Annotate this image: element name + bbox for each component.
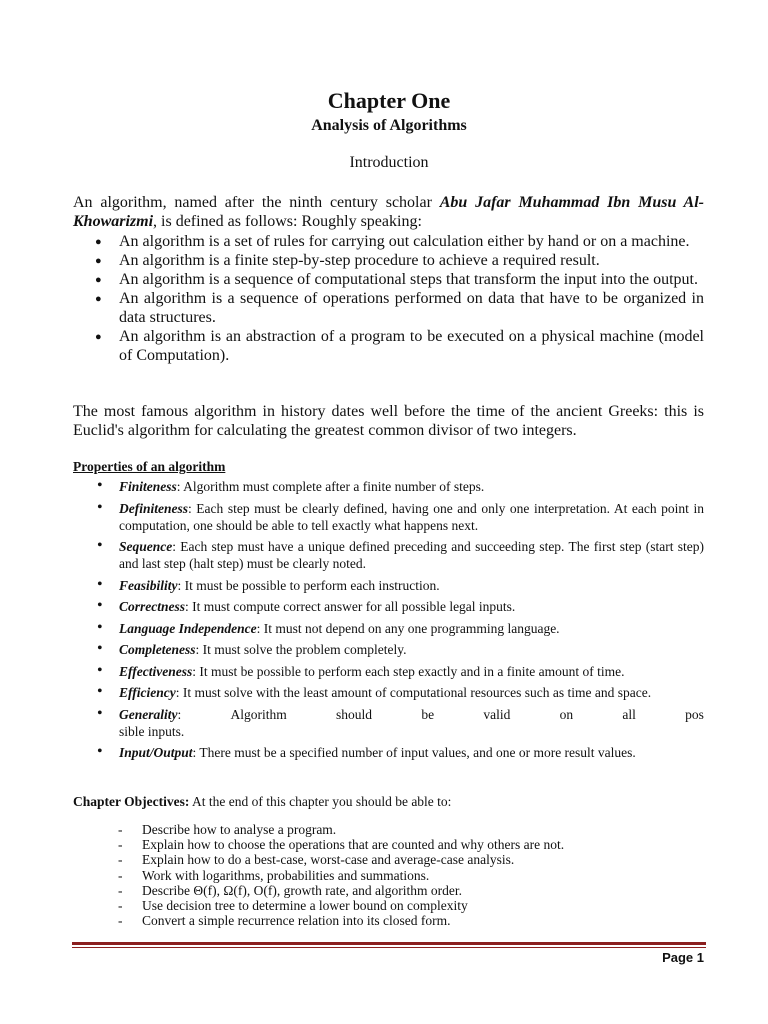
definition-text: An algorithm is a sequence of operations performed on data that have to be organized in data structures.	[119, 290, 704, 326]
chapter-title: Chapter One	[327, 88, 451, 113]
objectives-list	[118, 822, 564, 928]
generality-word: Algorithm	[230, 706, 287, 722]
property-item	[73, 620, 704, 637]
property-text: : It must solve the problem completely.	[195, 642, 407, 657]
property-item	[73, 684, 704, 701]
generality-word: pos	[685, 706, 704, 722]
intro-text-before: An algorithm, named after the ninth century scholar	[73, 194, 440, 211]
generality-word: on	[559, 706, 574, 722]
property-item	[73, 663, 704, 680]
generality-word: be	[421, 706, 435, 722]
list-item	[118, 868, 564, 883]
generality-word: valid	[483, 706, 511, 722]
bullet-icon: •	[97, 661, 103, 679]
property-item	[73, 500, 704, 534]
property-item-generality	[73, 706, 704, 740]
introduction-heading: Introduction	[349, 154, 429, 171]
footer-rule	[72, 942, 706, 945]
list-item	[73, 289, 704, 327]
property-term: Input/Output	[119, 745, 193, 760]
property-term: Sequence	[119, 539, 173, 554]
bullet-icon: •	[97, 683, 103, 700]
property-term: Correctness	[119, 599, 186, 614]
property-term: Completeness	[119, 642, 196, 657]
property-text: : It must not depend on any one programming language.	[256, 620, 560, 636]
property-term: Effectiveness	[119, 663, 193, 679]
properties-heading: Properties of an algorithm	[73, 459, 226, 474]
objective-text: Work with logarithms, probabilities and summations.	[142, 867, 430, 883]
property-item	[73, 598, 704, 615]
objective-text: Describe Θ(f), Ω(f), O(f), growth rate, and algorithm order.	[142, 882, 463, 898]
dash-icon: -	[118, 837, 123, 853]
property-text: : It must solve with the least amount of computational resources such as time and space.	[175, 685, 652, 700]
property-term: Feasibility	[119, 577, 178, 593]
generality-first-line	[119, 706, 704, 723]
generality-word: :	[177, 706, 182, 722]
list-item	[73, 232, 704, 251]
property-text: : It must be possible to perform each step exactly and in a finite amount of time.	[192, 663, 625, 679]
generality-second-line: sible inputs.	[119, 723, 185, 739]
definition-text: An algorithm is a finite step-by-step procedure to achieve a required result.	[119, 252, 600, 269]
euclid-paragraph: The most famous algorithm in history dates well before the time of the ancient Greeks: this is Euclid's algorithm for calculating the greatest common divisor of two integers.	[73, 403, 704, 439]
bullet-icon: •	[97, 640, 103, 657]
intro-text-after: , is defined as follows: Roughly speaking:	[153, 213, 422, 230]
definition-text: An algorithm is a set of rules for carrying out calculation either by hand or on a machine.	[119, 233, 690, 250]
objective-text: Explain how to choose the operations that are counted and why others are not.	[142, 837, 565, 853]
generality-lead	[119, 706, 181, 723]
list-item	[73, 270, 704, 289]
dash-icon: -	[118, 913, 123, 929]
property-term: Language Independence	[119, 620, 257, 636]
definition-text: An algorithm is a sequence of computational steps that transform the input into the output.	[119, 271, 698, 288]
objective-text: Explain how to do a best-case, worst-case and average-case analysis.	[142, 852, 515, 868]
objective-text: Use decision tree to determine a lower bound on complexity	[142, 898, 468, 914]
bullet-icon: •	[97, 477, 103, 494]
bullet-icon: ●	[95, 236, 102, 248]
dash-icon: -	[118, 852, 123, 868]
dash-icon: -	[118, 882, 123, 898]
property-item	[73, 478, 704, 495]
bullet-icon: •	[97, 704, 103, 722]
property-term: Efficiency	[119, 685, 176, 700]
property-term: Generality	[119, 706, 178, 722]
properties-list	[73, 478, 704, 766]
property-text: : Each step must have a unique defined preceding and succeeding step. The first step (start step) and last step (halt step) must be clearly noted.	[119, 539, 704, 571]
bullet-icon: ●	[95, 293, 102, 305]
bullet-icon: •	[97, 743, 103, 760]
property-item	[73, 641, 704, 658]
bullet-icon: •	[97, 575, 103, 593]
property-text: : Each step must be clearly defined, having one and only one interpretation. At each point in computation, one should be able to tell exactly what happens next.	[119, 500, 704, 533]
bullet-icon: •	[97, 498, 103, 516]
dash-icon: -	[118, 898, 123, 914]
bullet-icon: •	[97, 537, 103, 554]
list-item	[118, 822, 564, 837]
generality-word: all	[622, 706, 636, 722]
list-item	[73, 251, 704, 270]
objectives-text: At the end of this chapter you should be able to:	[189, 794, 452, 809]
property-text: : It must be possible to perform each instruction.	[177, 577, 440, 593]
definition-list	[73, 232, 704, 365]
definition-text: An algorithm is an abstraction of a program to be executed on a physical machine (model of Computation).	[119, 328, 704, 364]
footer-rule-thin	[72, 947, 706, 948]
bullet-icon: ●	[95, 255, 102, 267]
objective-text: Describe how to analyse a program.	[142, 822, 337, 837]
property-item	[73, 744, 704, 761]
page-number: Page 1	[662, 950, 704, 965]
list-item	[118, 913, 564, 928]
bullet-icon: ●	[95, 331, 102, 343]
property-term: Definiteness	[119, 500, 188, 516]
property-item	[73, 538, 704, 572]
list-item	[118, 852, 564, 867]
property-term: Finiteness	[119, 479, 177, 494]
property-text: : It must compute correct answer for all possible legal inputs.	[185, 599, 516, 614]
scholar-name: Abu Jafar Muhammad Ibn Musu Al-Khowarizmi	[73, 194, 704, 230]
list-item	[118, 883, 564, 898]
list-item	[118, 898, 564, 913]
bullet-icon: ●	[95, 274, 102, 286]
property-text: : There must be a specified number of input values, and one or more result values.	[192, 745, 636, 760]
dash-icon: -	[118, 822, 123, 837]
intro-paragraph	[73, 193, 704, 231]
bullet-icon: •	[97, 597, 103, 614]
property-item	[73, 577, 704, 594]
objectives-label: Chapter Objectives:	[73, 794, 190, 809]
list-item	[73, 327, 704, 365]
chapter-objectives	[73, 794, 451, 810]
bullet-icon: •	[97, 618, 103, 636]
objective-text: Convert a simple recurrence relation into its closed form.	[142, 913, 451, 929]
list-item	[118, 837, 564, 852]
dash-icon: -	[118, 867, 123, 883]
chapter-subtitle: Analysis of Algorithms	[311, 117, 467, 134]
property-text: : Algorithm must complete after a finite number of steps.	[176, 479, 485, 494]
generality-word: should	[336, 706, 373, 722]
